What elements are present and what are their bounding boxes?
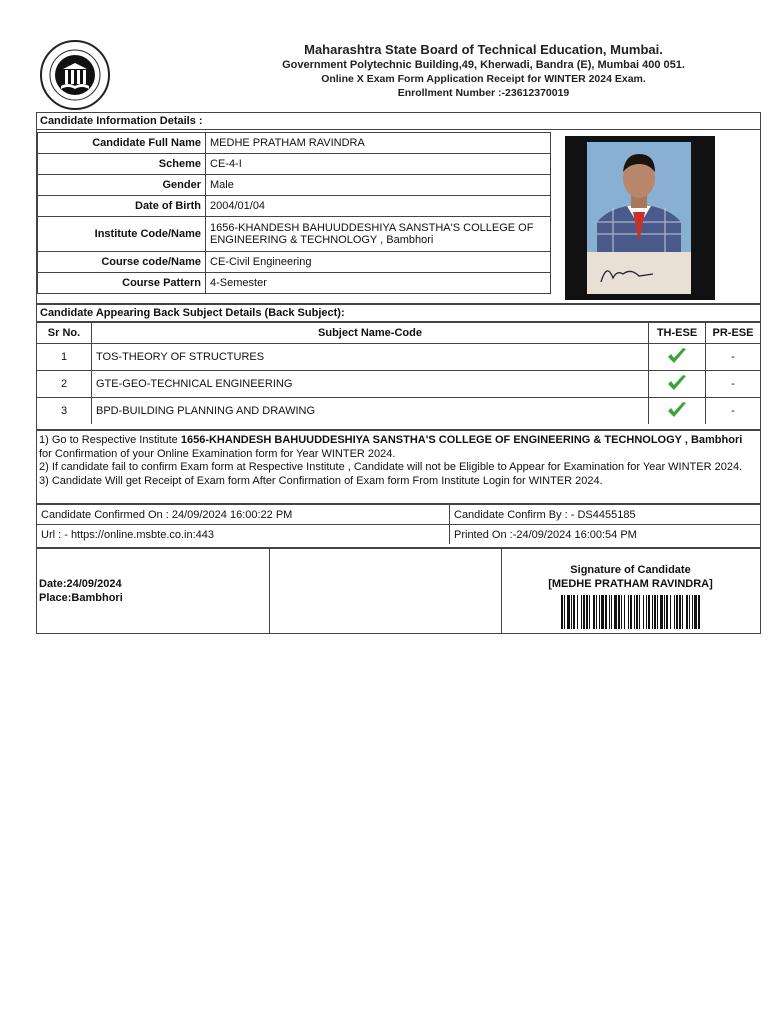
candidate-info-title: Candidate Information Details :: [37, 113, 760, 130]
table-row: [37, 398, 760, 425]
table-row: [37, 371, 760, 398]
pr-ese-header: PR-ESE: [706, 323, 761, 344]
instruction-2: 2) If candidate fail to confirm Exam form at Respective Institute , Candidate will not be Eligible to Appear for Examination for Year WINTER 2024.: [39, 461, 743, 473]
info-label: Scheme: [38, 154, 206, 175]
date-place-cell: [37, 549, 270, 633]
instruction-text: 1) Go to Respective Institute: [39, 434, 181, 446]
printed-on: Printed On :-24/09/2024 16:00:54 PM: [450, 525, 761, 545]
info-label: Course code/Name: [38, 252, 206, 273]
instructions-section: [36, 430, 761, 504]
meta-table: [37, 505, 760, 544]
table-row: [38, 217, 551, 252]
subject-cell: BPD-BUILDING PLANNING AND DRAWING: [92, 398, 649, 425]
dob-value: 2004/01/04: [206, 196, 551, 217]
candidate-photo: [565, 136, 715, 300]
candidate-signature-cell: [501, 563, 760, 633]
table-row: [38, 175, 551, 196]
board-name: Maharashtra State Board of Technical Education, Mumbai.: [304, 42, 663, 57]
signature-title: Signature of Candidate: [570, 564, 691, 576]
enrollment-number: Enrollment Number :-23612370019: [397, 87, 570, 99]
receipt-date: Date:24/09/2024: [39, 578, 122, 590]
blank-cell: [269, 549, 502, 633]
institute-value: 1656-KHANDESH BAHUUDDESHIYA SANSTHA'S COLLEGE OF ENGINEERING & TECHNOLOGY , Bambhori: [206, 217, 551, 252]
confirmed-by: Candidate Confirm By : - DS4455185: [450, 505, 761, 525]
course-value: CE-Civil Engineering: [206, 252, 551, 273]
course-pattern-value: 4-Semester: [206, 273, 551, 294]
th-ese-cell: [649, 344, 706, 371]
sr-cell: 3: [37, 398, 92, 425]
board-address: Government Polytechnic Building,49, Kherwadi, Bandra (E), Mumbai 400 051.: [282, 59, 685, 71]
table-row: [37, 525, 760, 545]
info-label: Course Pattern: [38, 273, 206, 294]
check-icon: [666, 346, 688, 366]
subject-header: Subject Name-Code: [92, 323, 649, 344]
instruction-text: for Confirmation of your Online Examination form for Year WINTER 2024.: [39, 447, 396, 460]
institute-name-bold: 1656-KHANDESH BAHUUDDESHIYA SANSTHA'S COLLEGE OF ENGINEERING & TECHNOLOGY , Bambhori: [180, 434, 743, 446]
signature-name: [MEDHE PRATHAM RAVINDRA]: [548, 578, 713, 590]
th-ese-cell: [649, 371, 706, 398]
table-row: [38, 273, 551, 294]
gender-value: Male: [206, 175, 551, 196]
back-subject-section: [36, 304, 761, 430]
msbte-logo-icon: [39, 39, 111, 111]
pr-ese-cell: -: [706, 371, 761, 398]
pr-ese-cell: -: [706, 398, 761, 425]
candidate-info-section: [36, 112, 761, 304]
table-row: [37, 344, 760, 371]
instruction-1: [39, 434, 758, 461]
back-subject-table: [37, 322, 760, 424]
back-subject-title: Candidate Appearing Back Subject Details (Back Subject):: [37, 305, 760, 322]
barcode-icon: [560, 595, 702, 629]
info-label: Gender: [38, 175, 206, 196]
confirmation-meta-section: [36, 504, 761, 548]
instruction-3: 3) Candidate Will get Receipt of Exam form After Confirmation of Exam form From Institute Login for WINTER 2024.: [39, 474, 603, 487]
table-row: [38, 196, 551, 217]
check-icon: [666, 373, 688, 393]
subject-cell: GTE-GEO-TECHNICAL ENGINEERING: [92, 371, 649, 398]
subject-cell: TOS-THEORY OF STRUCTURES: [92, 344, 649, 371]
receipt-title: Online X Exam Form Application Receipt for WINTER 2024 Exam.: [321, 73, 646, 85]
signature-section: [36, 548, 761, 634]
candidate-photo-image: [587, 142, 691, 294]
table-row: [38, 133, 551, 154]
receipt-header: [36, 36, 761, 112]
candidate-info-table: [37, 132, 551, 294]
th-ese-header: TH-ESE: [649, 323, 706, 344]
pr-ese-cell: -: [706, 344, 761, 371]
portal-url: Url : - https://online.msbte.co.in:443: [37, 525, 450, 545]
table-row: [37, 505, 760, 525]
candidate-name-value: MEDHE PRATHAM RAVINDRA: [206, 133, 551, 154]
info-label: Candidate Full Name: [38, 133, 206, 154]
table-row: [38, 252, 551, 273]
table-header-row: [37, 323, 760, 344]
info-label: Date of Birth: [38, 196, 206, 217]
sr-header: Sr No.: [37, 323, 92, 344]
receipt-place: Place:Bambhori: [39, 592, 123, 604]
table-row: [38, 154, 551, 175]
info-label: Institute Code/Name: [38, 217, 206, 252]
th-ese-cell: [649, 398, 706, 425]
sr-cell: 1: [37, 344, 92, 371]
sr-cell: 2: [37, 371, 92, 398]
check-icon: [666, 400, 688, 420]
scheme-value: CE-4-I: [206, 154, 551, 175]
confirmed-on: Candidate Confirmed On : 24/09/2024 16:00:22 PM: [37, 505, 450, 525]
